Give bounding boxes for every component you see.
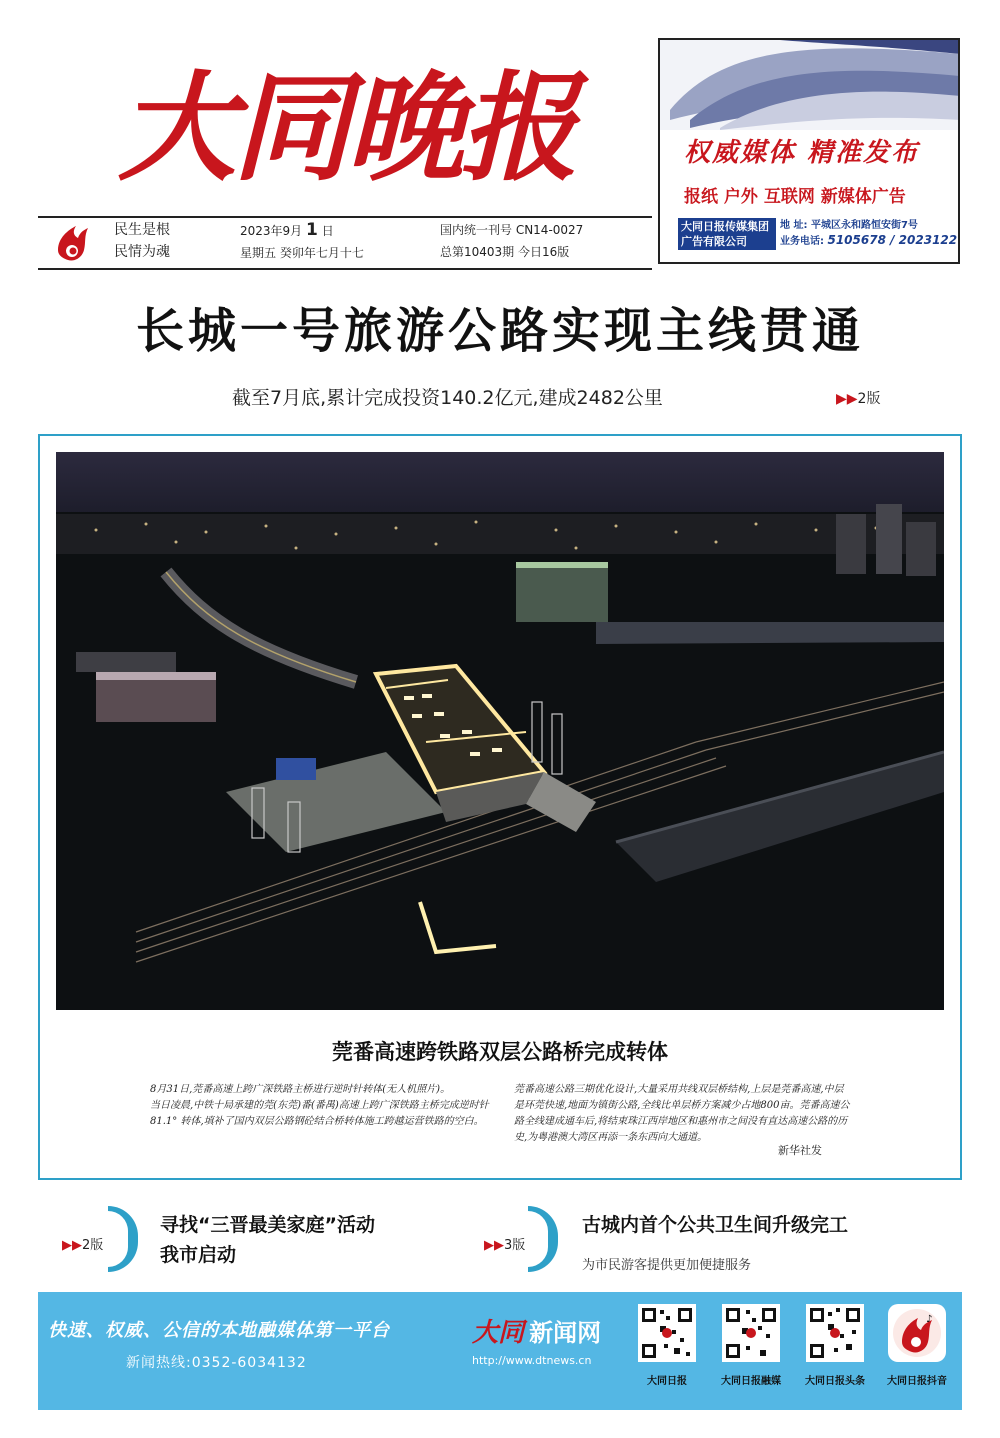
teaser-title-line: 我市启动 [160,1244,237,1266]
ad-contact [780,218,957,249]
teaser-title[interactable]: 古城内首个公共卫生间升级完工 [582,1214,849,1236]
site-mark: 大同 [472,1318,525,1348]
page-ref-label: 2版 [857,391,881,407]
page-arrow-icon: ▶▶ [62,1238,82,1253]
address-value: 平城区永和路恒安街7号 [810,220,918,231]
douyin-app-icon[interactable] [888,1304,946,1362]
teaser-title[interactable] [160,1210,375,1270]
phone-value: 5105678 / 2023122 [827,233,958,247]
footer-slogan: 快速、权威、公信的本地融媒体第一平台 [48,1320,390,1341]
qr-label: 大同日报头条 [805,1376,865,1387]
masthead-issue [440,219,583,263]
ad-company [678,218,776,250]
qr-code-icon[interactable] [806,1304,864,1362]
ad-slogan: 权威媒体 精准发布 [684,138,920,168]
masthead-logo: 大同晚报 [118,58,575,197]
teaser-title-line: 寻找“三晋最美家庭”活动 [160,1214,375,1236]
qr-code-icon[interactable] [638,1304,696,1362]
page-arrow-icon: ▶▶ [484,1238,504,1253]
teaser-arc-icon [528,1206,558,1272]
story-paragraph: 8月31日,莞番高速上跨广深铁路主桥进行逆时针转体(无人机照片)。 [150,1084,451,1095]
ad-company-line: 大同日报传媒集团 [681,220,769,233]
masthead-date [240,219,364,264]
lead-page-ref[interactable] [836,388,880,408]
address-label: 地 址: [780,220,808,231]
site-name: 新闻网 [529,1319,602,1347]
ad-types: 报纸 户外 互联网 新媒体广告 [684,187,906,207]
date-day: 1 [306,220,318,240]
lead-subheadline: 截至7月底,累计完成投资140.2亿元,建成2482公里 [232,387,663,409]
teaser-page-ref[interactable] [484,1234,525,1253]
photo-caption-title[interactable]: 莞番高速跨铁路双层公路桥完成转体 [332,1040,668,1064]
issue-number: 总第10403期 今日16版 [440,245,570,259]
newspaper-pages-icon [660,40,960,130]
teaser-subtitle: 为市民游客提供更加便捷服务 [582,1258,752,1273]
teaser-arc-icon [108,1206,138,1272]
date-suffix: 日 [321,224,334,238]
date-prefix: 2023年9月 [240,224,303,238]
footer-hotline[interactable]: 新闻热线:0352-6034132 [126,1355,307,1371]
weekday-lunar: 星期五 癸卯年七月十七 [240,246,364,260]
bridge-photo-illustration [56,452,944,1010]
issn-number: 国内统一刊号 CN14-0027 [440,223,584,237]
qr-label: 大同日报抖音 [887,1376,947,1387]
qr-code-icon[interactable] [722,1304,780,1362]
photo-byline: 新华社发 [778,1144,822,1157]
teaser-page-ref[interactable] [62,1234,103,1253]
news-site-logo[interactable] [472,1312,601,1349]
masthead-motto [114,219,170,263]
story-paragraph: 当日凌晨,中铁十局承建的莞(东莞)番(番禺)高速上跨广深铁路主桥完成逆时针81.1° 转体,填补了国内双层公路钢砼结合桥转体施工跨越运营铁路的空白。 [150,1100,489,1127]
phone-label: 业务电话: [780,236,824,247]
flame-logo-icon [50,220,94,264]
page-ref-label: 3版 [504,1238,526,1253]
qr-label: 大同日报融媒 [721,1376,781,1387]
page-arrow-icon: ▶▶ [836,391,858,407]
story-paragraph: 莞番高速公路三期优化设计,大量采用共线双层桥结构,上层是莞番高速,中层是环莞快速,地面为镇街公路,全线比单层桥方案减少占地800亩。莞番高速公路全线建成通车后,将结束珠江西岸地区和惠州市之间没有直达高速公路的历史,为粤港澳大湾区再添一条东西向大通道。 [514,1084,850,1143]
story-column-left [150,1082,490,1130]
bridge-night-photo[interactable] [56,452,944,1010]
qr-label: 大同日报 [647,1376,687,1387]
story-column-right [514,1082,850,1146]
site-url[interactable]: http://www.dtnews.cn [472,1354,592,1367]
motto-line: 民情为魂 [114,244,170,260]
ad-company-line: 广告有限公司 [681,235,747,248]
lead-headline[interactable]: 长城一号旅游公路实现主线贯通 [135,303,864,359]
page-ref-label: 2版 [82,1238,104,1253]
motto-line: 民生是根 [114,222,170,238]
svg-text:♪: ♪ [926,1314,933,1325]
